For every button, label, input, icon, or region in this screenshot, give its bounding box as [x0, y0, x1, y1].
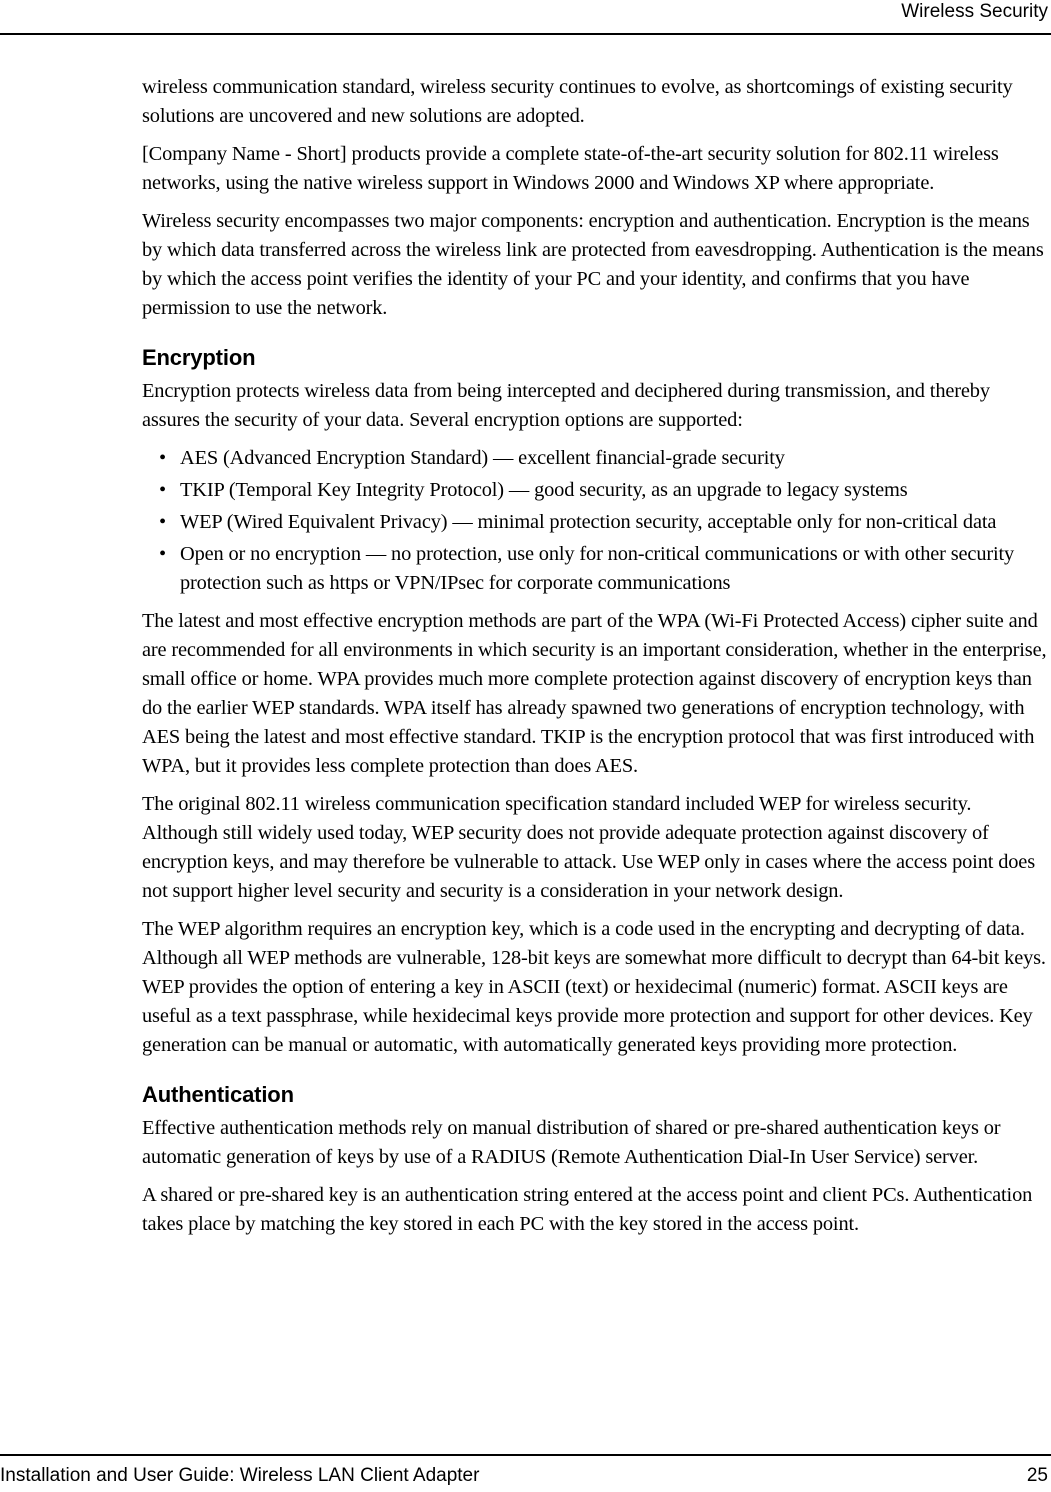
- list-item-text: AES (Advanced Encryption Standard) — excellent financial-grade security: [180, 447, 785, 469]
- authentication-section: [142, 1081, 1049, 1239]
- list-item-text: WEP (Wired Equivalent Privacy) — minimal protection security, acceptable only for non-critical data: [180, 511, 997, 533]
- footer-doc-title: Installation and User Guide: Wireless LAN Client Adapter: [0, 1465, 480, 1486]
- encryption-paragraph: The latest and most effective encryption methods are part of the WPA (Wi-Fi Protected Access) cipher suite and are recommended for all environments in which security is an important consideration, whether in the enterprise, small office or home. WPA provides much more complete protection against discovery of encryption keys than do the earlier WEP standards. WPA itself has already spawned two generations of encryption technology, with AES being the latest and most effective standard. TKIP is the encryption protocol that was first introduced with WPA, but it provides less complete protection than does AES.: [142, 610, 1047, 777]
- list-item: [142, 508, 1049, 537]
- intro-paragraph: wireless communication standard, wireless security continues to evolve, as shortcomings of existing security solutions are uncovered and new solutions are adopted.: [142, 76, 1013, 127]
- intro-paragraph: [Company Name - Short] products provide a complete state-of-the-art security solution for 802.11 wireless networks, using the native wireless support in Windows 2000 and Windows XP where appropriate.: [142, 143, 999, 194]
- header-rule: [0, 33, 1051, 35]
- list-item-text: TKIP (Temporal Key Integrity Protocol) — good security, as an upgrade to legacy systems: [180, 479, 908, 501]
- authentication-paragraph: A shared or pre-shared key is an authentication string entered at the access point and client PCs. Authentication takes place by matching the key stored in each PC with the key stored in the access point.: [142, 1184, 1033, 1235]
- footer-rule: [0, 1454, 1051, 1456]
- intro-paragraph: Wireless security encompasses two major components: encryption and authentication. Encryption is the means by which data transferred across the wireless link are protected from eavesdropping. Authentication is the means by which the access point verifies the identity of your PC and your identity, and confirms that you have permission to use the network.: [142, 210, 1044, 319]
- running-header-title: Wireless Security: [901, 1, 1048, 22]
- bullet-icon: •: [159, 479, 166, 501]
- encryption-options-list: [142, 444, 1049, 598]
- authentication-paragraph: Effective authentication methods rely on manual distribution of shared or pre-shared authentication keys or automatic generation of keys by use of a RADIUS (Remote Authentication Dial-In User Service) server.: [142, 1117, 1001, 1168]
- section-heading-encryption: Encryption: [142, 345, 256, 370]
- page-number: 25: [1026, 1465, 1048, 1486]
- bullet-icon: •: [159, 447, 166, 469]
- encryption-paragraph: The original 802.11 wireless communication specification standard included WEP for wireless security. Although still widely used today, WEP security does not provide adequate protection against discovery of encryption keys, and may therefore be vulnerable to attack. Use WEP only in cases where the access point does not support higher level security and security is a consideration in your network design.: [142, 793, 1035, 902]
- bullet-icon: •: [159, 543, 166, 565]
- encryption-section: [142, 344, 1049, 1060]
- list-item: [142, 476, 1049, 505]
- encryption-intro: Encryption protects wireless data from being intercepted and deciphered during transmission, and thereby assures the security of your data. Several encryption options are supported:: [142, 380, 990, 431]
- page-body: [142, 73, 1049, 1248]
- section-heading-authentication: Authentication: [142, 1082, 294, 1107]
- list-item-text: Open or no encryption — no protection, use only for non-critical communications or with other security protection such as https or VPN/IPsec for corporate communications: [180, 543, 1015, 594]
- bullet-icon: •: [159, 511, 166, 533]
- encryption-paragraph: The WEP algorithm requires an encryption key, which is a code used in the encrypting and decrypting of data. Although all WEP methods are vulnerable, 128-bit keys are somewhat more difficult to decrypt than 64-bit keys. WEP provides the option of entering a key in ASCII (text) or hexidecimal (numeric) format. ASCII keys are useful as a text passphrase, while hexidecimal keys provide more protection and support for other devices. Key generation can be manual or automatic, with automatically generated keys providing more protection.: [142, 918, 1046, 1056]
- list-item: [142, 444, 1049, 473]
- list-item: [142, 540, 1049, 598]
